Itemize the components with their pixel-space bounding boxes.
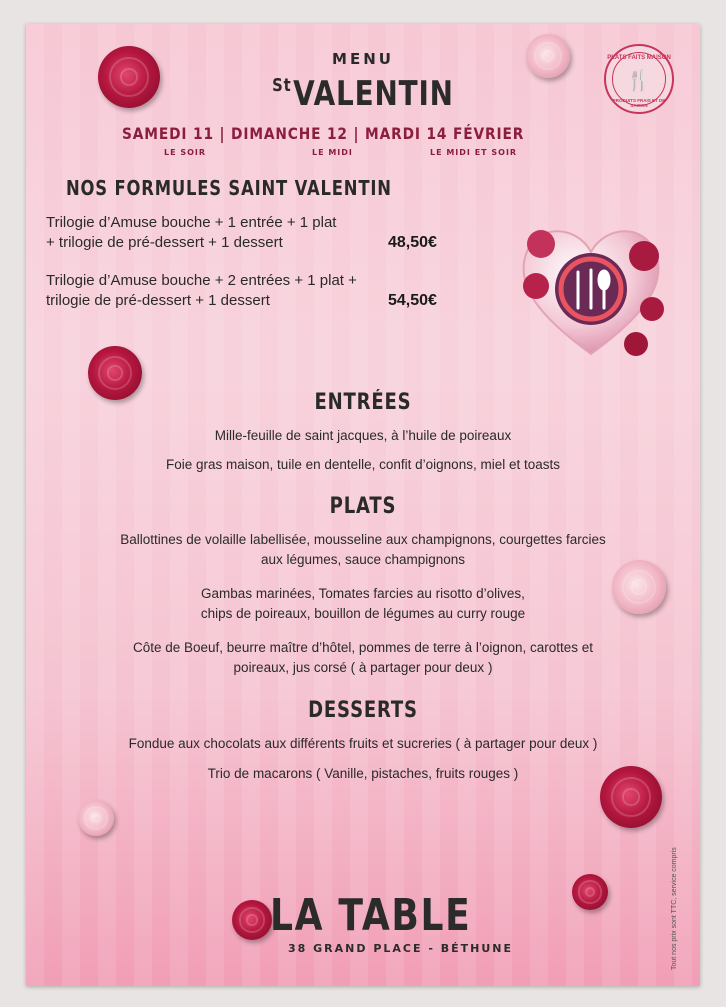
rose-decoration [78, 800, 114, 836]
date-note-dimanche: LE MIDI [312, 148, 353, 157]
plat-item-line: chips de poireaux, bouillon de légumes au curry rouge [200, 606, 526, 621]
plat-item-line: poireaux, jus corsé ( à partager pour deux ) [233, 660, 493, 675]
desserts-title: DESSERTS [308, 698, 418, 723]
plat-item-line: Ballottines de volaille labellisée, mousseline aux champignons, courgettes farcies [120, 532, 606, 547]
formula-1-line-1: Trilogie d’Amuse bouche + 1 entrée + 1 plat [46, 214, 337, 231]
title-valentin: VALENTIN [293, 74, 454, 114]
fork-knife-spoon-icon: 🍴 [626, 70, 651, 92]
heart-logo-icon [516, 214, 666, 364]
price-note: Tout nos prix sont TTC, service compris [671, 847, 678, 970]
menu-label: MENU [332, 50, 394, 68]
badge-bottom-text: PRODUITS FRAIS ET DE SAISON [612, 98, 666, 108]
date-note-samedi: LE SOIR [164, 148, 207, 157]
plat-item-line: Gambas marinées, Tomates farcies au risotto d’olives, [201, 586, 525, 601]
date-note-mardi: LE MIDI ET SOIR [430, 148, 518, 157]
formula-1-price: 48,50€ [388, 234, 437, 251]
formula-2-line-1: Trilogie d’Amuse bouche + 2 entrées + 1 plat + [46, 272, 357, 289]
homemade-badge [604, 44, 674, 114]
formules-title: NOS FORMULES SAINT VALENTIN [66, 176, 392, 200]
formula-1-line-2: + trilogie de pré-dessert + 1 dessert [46, 234, 283, 251]
restaurant-name: LA TABLE [270, 890, 472, 941]
dessert-item: Fondue aux chocolats aux différents fruits et sucreries ( à partager pour deux ) [128, 736, 598, 751]
entree-item: Mille-feuille de saint jacques, à l’huile de poireaux [214, 428, 512, 443]
rose-decoration [232, 900, 272, 940]
menu-card [26, 24, 700, 986]
formula-2-line-2: trilogie de pré-dessert + 1 dessert [46, 292, 270, 309]
dessert-item: Trio de macarons ( Vanille, pistaches, fruits rouges ) [207, 766, 519, 781]
plats-title: PLATS [329, 494, 397, 519]
plat-item-line: aux légumes, sauce champignons [260, 552, 466, 567]
page-title [87, 74, 640, 114]
restaurant-address: 38 GRAND PLACE - BÉTHUNE [288, 942, 513, 955]
event-dates: SAMEDI 11 | DIMANCHE 12 | MARDI 14 FÉVRIER [122, 124, 525, 143]
title-saint-abbr: St [272, 75, 292, 96]
rose-decoration [572, 874, 608, 910]
formula-2-price: 54,50€ [388, 292, 437, 309]
plat-item-line: Côte de Boeuf, beurre maître d’hôtel, pommes de terre à l’oignon, carottes et [132, 640, 593, 655]
badge-top-text: PLATS FAITS MAISON [607, 55, 671, 61]
entree-item: Foie gras maison, tuile en dentelle, confit d’oignons, miel et toasts [166, 457, 560, 472]
entrees-title: ENTRÉES [314, 390, 412, 415]
